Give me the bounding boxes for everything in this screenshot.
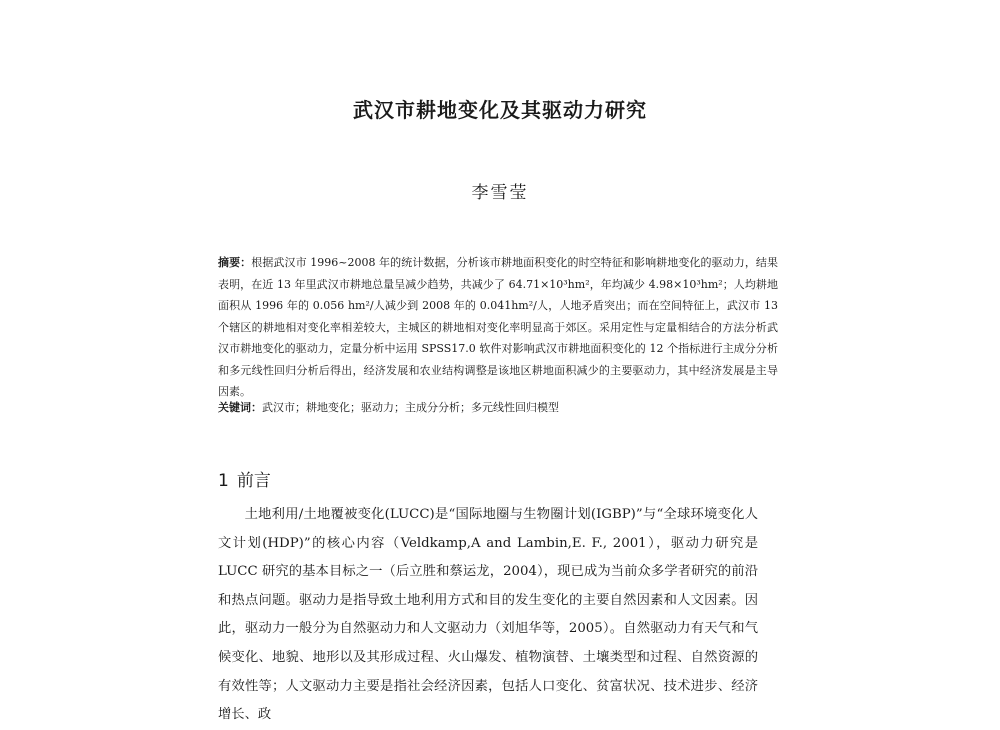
abstract <box>218 252 778 403</box>
author-name: 李雪莹 <box>471 183 529 203</box>
paper-title: 武汉市耕地变化及其驱动力研究 <box>353 98 647 122</box>
section-heading <box>218 466 271 491</box>
section-title: 前言 <box>236 471 271 491</box>
body-text <box>218 501 758 730</box>
keywords <box>218 400 778 416</box>
abstract-text: 根据武汉市 1996~2008 年的统计数据，分析该市耕地面积变化的时空特征和影响耕地变化的驱动力，结果表明，在近 13 年里武汉市耕地总量呈减少趋势，共减少了 64.71×10³hm²，年均减少 4.98×10³hm²；人均耕地面积从 1996 年的 0.056 hm²/人减少到 2008 年的 0.041hm²/人，人地矛盾突出；而在空间特征上，武汉市 13 个辖区的耕地相对变化率相差较大，主城区的耕地相对变化率明显高于郊区。采用定性与定量相结合的方法分析武汉市耕地变化的驱动力，定量分析中运用 SPSS17.0 软件对影响武汉市耕地面积变化的 12 个指标进行主成分分析和多元线性回归分析后得出，经济发展和农业结构调整是该地区耕地面积减少的主要驱动力，其中经济发展是主导因素。 <box>218 256 779 398</box>
keywords-label: 关键词： <box>218 401 262 414</box>
section-number: 1 <box>218 471 229 491</box>
abstract-label: 摘要： <box>218 256 252 269</box>
keywords-text: 武汉市；耕地变化；驱动力；主成分分析；多元线性回归模型 <box>262 401 559 414</box>
paragraph: 土地利用/土地覆被变化(LUCC)是“国际地圈与生物圈计划(IGBP)”与“全球环境变化人文计划(HDP)”的核心内容（Veldkamp,A and Lambin,E. F., 2001），驱动力研究是 LUCC 研究的基本目标之一（后立胜和蔡运龙，2004），现已成为当前众多学者研究的前沿和热点问题。驱动力是指导致土地利用方式和目的发生变化的主要自然因素和人文因素。因此，驱动力一般分为自然驱动力和人文驱动力（刘旭华等，2005）。自然驱动力有天气和气候变化、地貌、地形以及其形成过程、火山爆发、植物演替、土壤类型和过程、自然资源的有效性等；人文驱动力主要是指社会经济因素，包括人口变化、贫富状况、技术进步、经济增长、政 <box>218 507 758 723</box>
